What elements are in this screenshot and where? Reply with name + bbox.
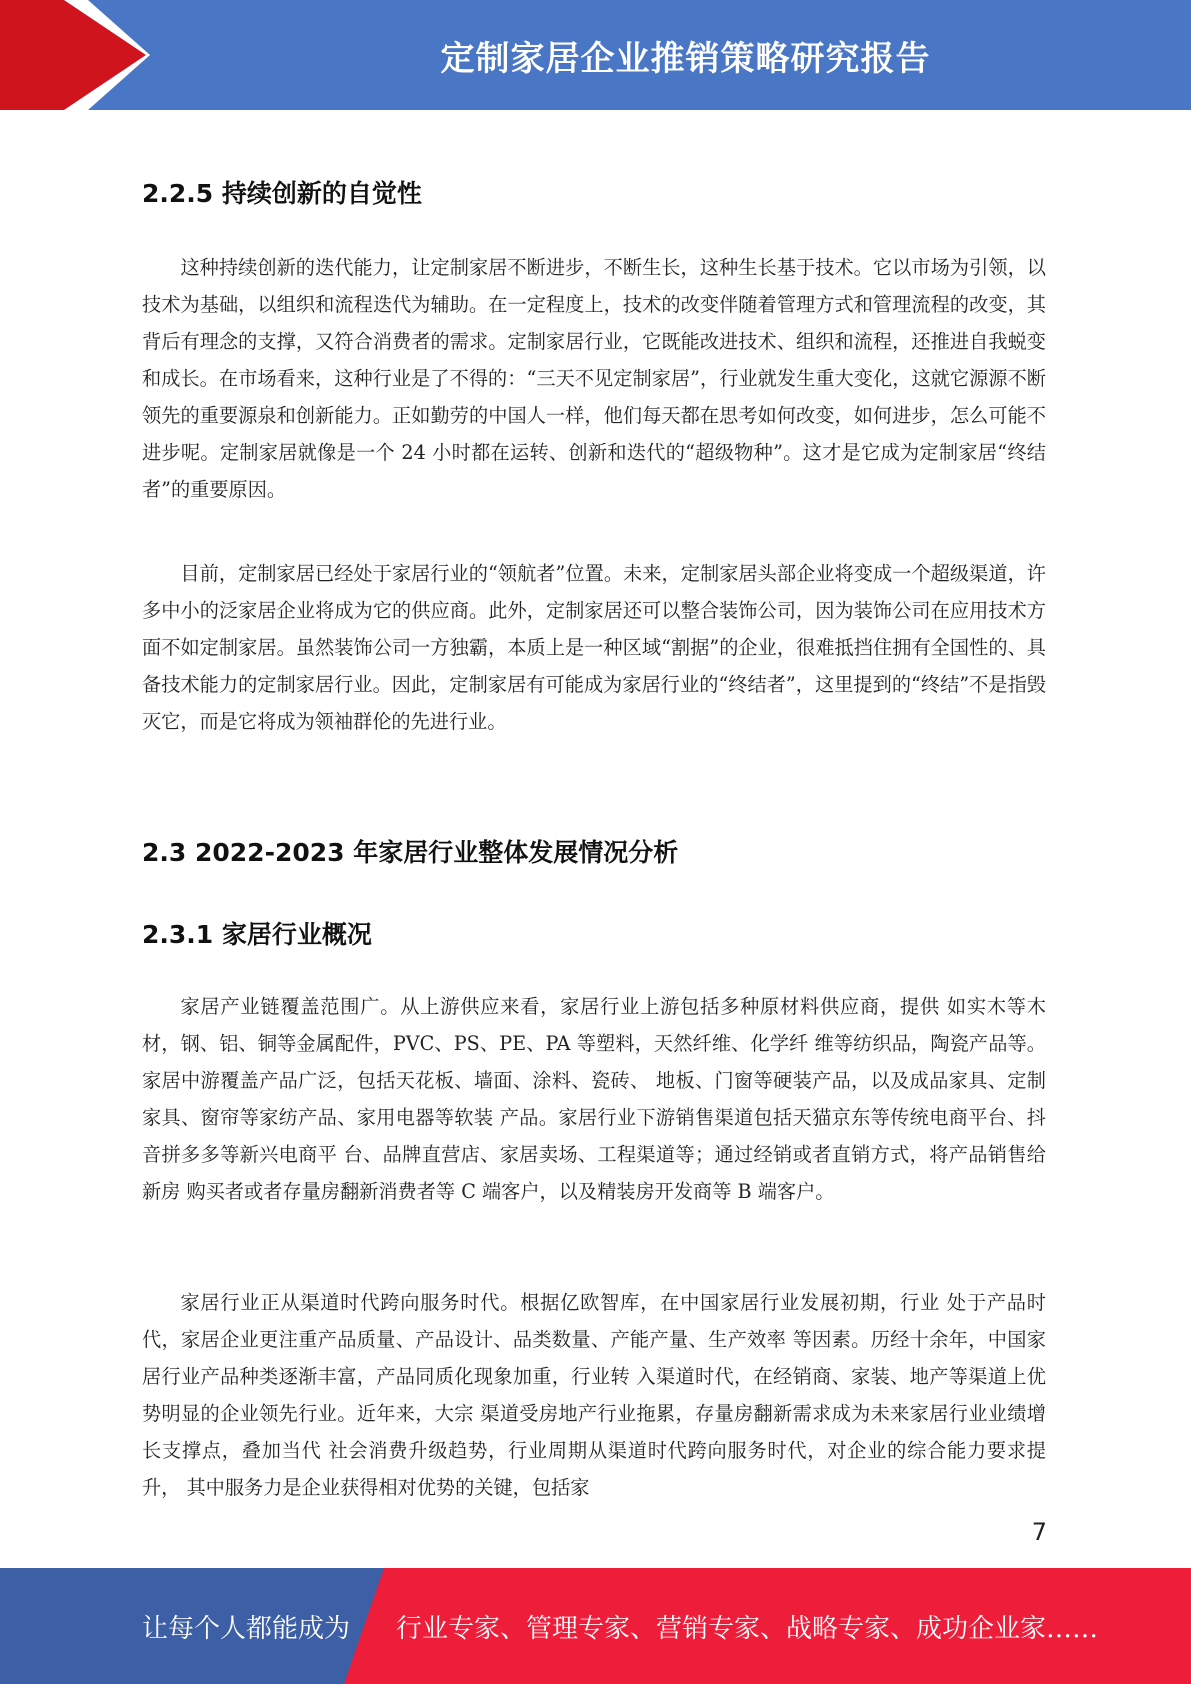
footer-slogan-left: 让每个人都能成为 xyxy=(142,1613,351,1644)
page-number: 7 xyxy=(1031,1518,1047,1546)
page-footer xyxy=(0,1568,1191,1684)
paragraph: 家居行业正从渠道时代跨向服务时代。根据亿欧智库，在中国家居行业发展初期，行业 处于产品时代，家居企业更注重产品质量、产品设计、品类数量、产能产量、生产效率 等因素。历经十余年，中国家居行业产品种类逐渐丰富，产品同质化现象加重，行业转 入渠道时代，在经销商、家装、地产等渠道上优势明显的企业领先行业。近年来，大宗 渠道受房地产行业拖累，存量房翻新需求成为未来家居行业业绩增长支撑点，叠加当代 社会消费升级趋势，行业周期从渠道时代跨向服务时代，对企业的综合能力要求提升， 其中服务力是企业获得相对优势的关键，包括家 xyxy=(142,1291,1046,1499)
section-heading-2-3: 2.3 2022-2023 年家居行业整体发展情况分析 xyxy=(142,838,679,867)
header-title: 定制家居企业推销策略研究报告 xyxy=(440,38,931,79)
paragraph: 这种持续创新的迭代能力，让定制家居不断进步，不断生长，这种生长基于技术。它以市场为引领，以技术为基础，以组织和流程迭代为辅助。在一定程度上，技术的改变伴随着管理方式和管理流程的改变，其背后有理念的支撑，又符合消费者的需求。定制家居行业，它既能改进技术、组织和流程，还推进自我蜕变和成长。在市场看来，这种行业是了不得的：“三天不见定制家居”，行业就发生重大变化，这就它源源不断领先的重要源泉和创新能力。正如勤劳的中国人一样，他们每天都在思考如何改变，如何进步，怎么可能不进步呢。定制家居就像是一个 24 小时都在运转、创新和迭代的“超级物种”。这才是它成为定制家居“终结者”的重要原因。 xyxy=(142,256,1046,501)
page-header xyxy=(0,0,1191,110)
section-heading-2-2-5: 2.2.5 持续创新的自觉性 xyxy=(142,179,422,208)
paragraph: 家居产业链覆盖范围广。从上游供应来看，家居行业上游包括多种原材料供应商，提供 如实木等木材，钢、铝、铜等金属配件，PVC、PS、PE、PA 等塑料，天然纤维、化学纤 维等纺织品，陶瓷产品等。家居中游覆盖产品广泛，包括天花板、墙面、涂料、瓷砖、 地板、门窗等硬装产品，以及成品家具、定制家具、窗帘等家纺产品、家用电器等软装 产品。家居行业下游销售渠道包括天猫京东等传统电商平台、抖音拼多多等新兴电商平 台、品牌直营店、家居卖场、工程渠道等；通过经销或者直销方式，将产品销售给新房 购买者或者存量房翻新消费者等 C 端客户，以及精装房开发商等 B 端客户。 xyxy=(142,995,1046,1203)
section-heading-2-3-1: 2.3.1 家居行业概况 xyxy=(142,920,372,949)
paragraph: 目前，定制家居已经处于家居行业的“领航者”位置。未来，定制家居头部企业将变成一个超级渠道，许多中小的泛家居企业将成为它的供应商。此外，定制家居还可以整合装饰公司，因为装饰公司在应用技术方面不如定制家居。虽然装饰公司一方独霸，本质上是一种区域“割据”的企业，很难抵挡住拥有全国性的、具备技术能力的定制家居行业。因此，定制家居有可能成为家居行业的“终结者”，这里提到的“终结”不是指毁灭它，而是它将成为领袖群伦的先进行业。 xyxy=(142,562,1046,733)
footer-slogan-right: 行业专家、管理专家、营销专家、战略专家、成功企业家…… xyxy=(396,1613,1099,1644)
